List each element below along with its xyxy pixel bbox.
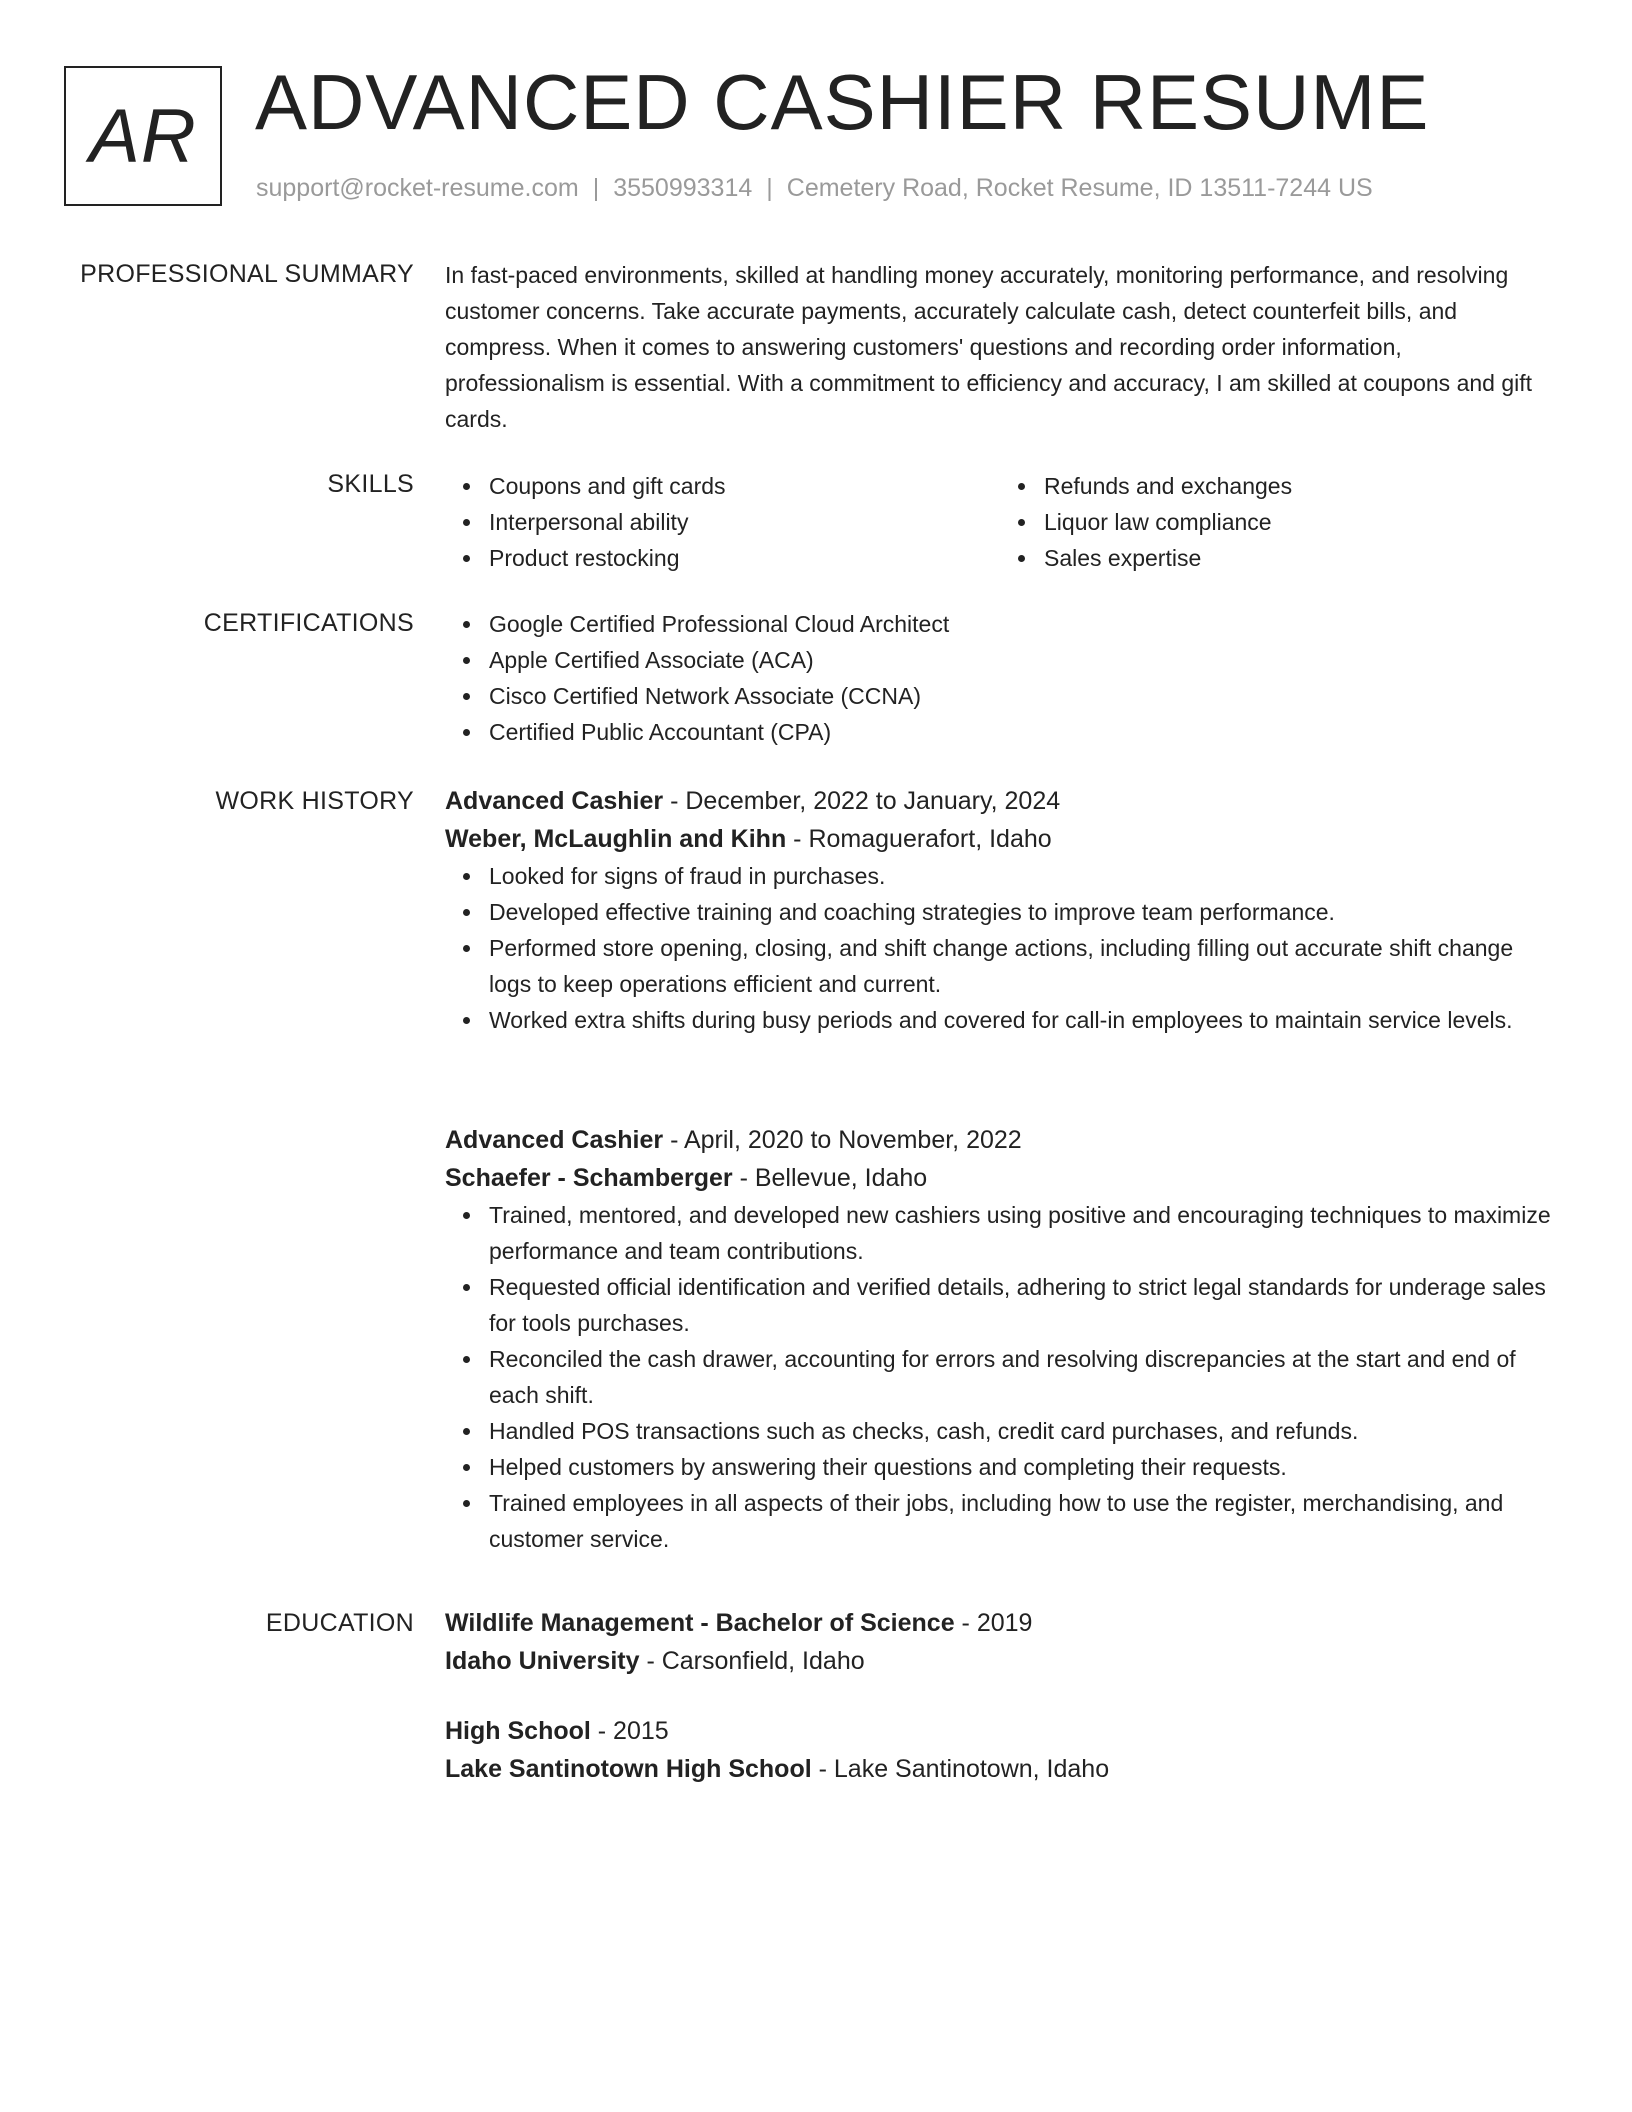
skill-item: Interpersonal ability: [489, 504, 1000, 540]
skills-section: [445, 468, 1555, 576]
school: Lake Santinotown High School: [445, 1755, 812, 1783]
skill-item: Liquor law compliance: [1044, 504, 1555, 540]
job-title-line: [445, 782, 1555, 820]
job-duty: Trained employees in all aspects of their jobs, including how to use the register, merchandising, and customer service.: [489, 1485, 1555, 1557]
contact-phone[interactable]: 3550993314: [613, 174, 753, 202]
job-duty: Performed store opening, closing, and shift change actions, including filling out accurate shift change logs to keep operations efficient and current.: [489, 930, 1555, 1002]
education-heading: EDUCATION: [265, 1609, 414, 1637]
contact-address: Cemetery Road, Rocket Resume, ID 13511-7244 US: [786, 174, 1373, 202]
job-entry: [445, 782, 1555, 1038]
contact-email[interactable]: support@rocket-resume.com: [256, 174, 579, 202]
job-duty: Reconciled the cash drawer, accounting for errors and resolving discrepancies at the start and end of each shift.: [489, 1341, 1555, 1413]
skill-item: Sales expertise: [1044, 540, 1555, 576]
job-title-line: [445, 1121, 1555, 1159]
education-entry: [445, 1712, 1555, 1788]
degree-line: [445, 1604, 1555, 1642]
job-entry: [445, 1121, 1555, 1557]
school-line: [445, 1642, 1555, 1680]
work-history-heading: WORK HISTORY: [215, 787, 414, 815]
contact-line: [256, 172, 1373, 204]
job-company-line: [445, 820, 1555, 858]
job-location: - Romaguerafort, Idaho: [786, 825, 1052, 853]
job-duty: Worked extra shifts during busy periods and covered for call-in employees to maintain service levels.: [489, 1002, 1555, 1038]
job-location: - Bellevue, Idaho: [732, 1164, 928, 1192]
certification-item: Google Certified Professional Cloud Architect: [489, 606, 1555, 642]
degree-line: [445, 1712, 1555, 1750]
monogram-logo: [64, 66, 222, 206]
school-line: [445, 1750, 1555, 1788]
job-duty: Helped customers by answering their questions and completing their requests.: [489, 1449, 1555, 1485]
certifications-section: [445, 606, 1555, 750]
degree: Wildlife Management - Bachelor of Science: [445, 1609, 955, 1637]
school-location: - Carsonfield, Idaho: [639, 1647, 865, 1675]
certifications-list: [445, 606, 1555, 750]
degree: High School: [445, 1717, 591, 1745]
job-company-line: [445, 1159, 1555, 1197]
graduation-year: - 2019: [954, 1609, 1033, 1637]
job-company: Weber, McLaughlin and Kihn: [445, 825, 787, 853]
job-dates: - December, 2022 to January, 2024: [663, 787, 1061, 815]
job-duties-list: [445, 858, 1555, 1038]
job-company: Schaefer - Schamberger: [445, 1164, 733, 1192]
job-duty: Requested official identification and verified details, adhering to strict legal standards for underage sales for tools purchases.: [489, 1269, 1555, 1341]
contact-separator: |: [766, 174, 773, 202]
skills-list-right: [1000, 468, 1555, 576]
job-duties-list: [445, 1197, 1555, 1557]
monogram-initials: AR: [89, 93, 197, 179]
certifications-heading: CERTIFICATIONS: [203, 609, 414, 637]
job-duty: Looked for signs of fraud in purchases.: [489, 858, 1555, 894]
certification-item: Certified Public Accountant (CPA): [489, 714, 1555, 750]
certification-item: Apple Certified Associate (ACA): [489, 642, 1555, 678]
summary-section: [445, 257, 1555, 437]
job-dates: - April, 2020 to November, 2022: [663, 1126, 1022, 1154]
education-entry: [445, 1604, 1555, 1680]
graduation-year: - 2015: [590, 1717, 669, 1745]
job-title: Advanced Cashier: [445, 787, 664, 815]
summary-text: In fast-paced environments, skilled at handling money accurately, monitoring performance, and resolving customer concerns. Take accurate payments, accurately calculate cash, detect counterfeit bills, and compress. When it comes to answering customers' questions and recording order information, professionalism is essential. With a commitment to efficiency and accuracy, I am skilled at coupons and gift cards.: [445, 262, 1533, 432]
resume-title: ADVANCED CASHIER RESUME: [255, 58, 1430, 146]
skill-item: Product restocking: [489, 540, 1000, 576]
skill-item: Refunds and exchanges: [1044, 468, 1555, 504]
job-title: Advanced Cashier: [445, 1126, 664, 1154]
skills-list-left: [445, 468, 1000, 576]
contact-separator: |: [592, 174, 600, 202]
job-duty: Handled POS transactions such as checks, cash, credit card purchases, and refunds.: [489, 1413, 1555, 1449]
job-duty: Trained, mentored, and developed new cashiers using positive and encouraging techniques to maximize performance and team contributions.: [489, 1197, 1555, 1269]
skills-heading: SKILLS: [327, 470, 414, 498]
skill-item: Coupons and gift cards: [489, 468, 1000, 504]
certification-item: Cisco Certified Network Associate (CCNA): [489, 678, 1555, 714]
summary-heading: PROFESSIONAL SUMMARY: [80, 260, 414, 288]
school-location: - Lake Santinotown, Idaho: [811, 1755, 1110, 1783]
school: Idaho University: [445, 1647, 640, 1675]
job-duty: Developed effective training and coaching strategies to improve team performance.: [489, 894, 1555, 930]
